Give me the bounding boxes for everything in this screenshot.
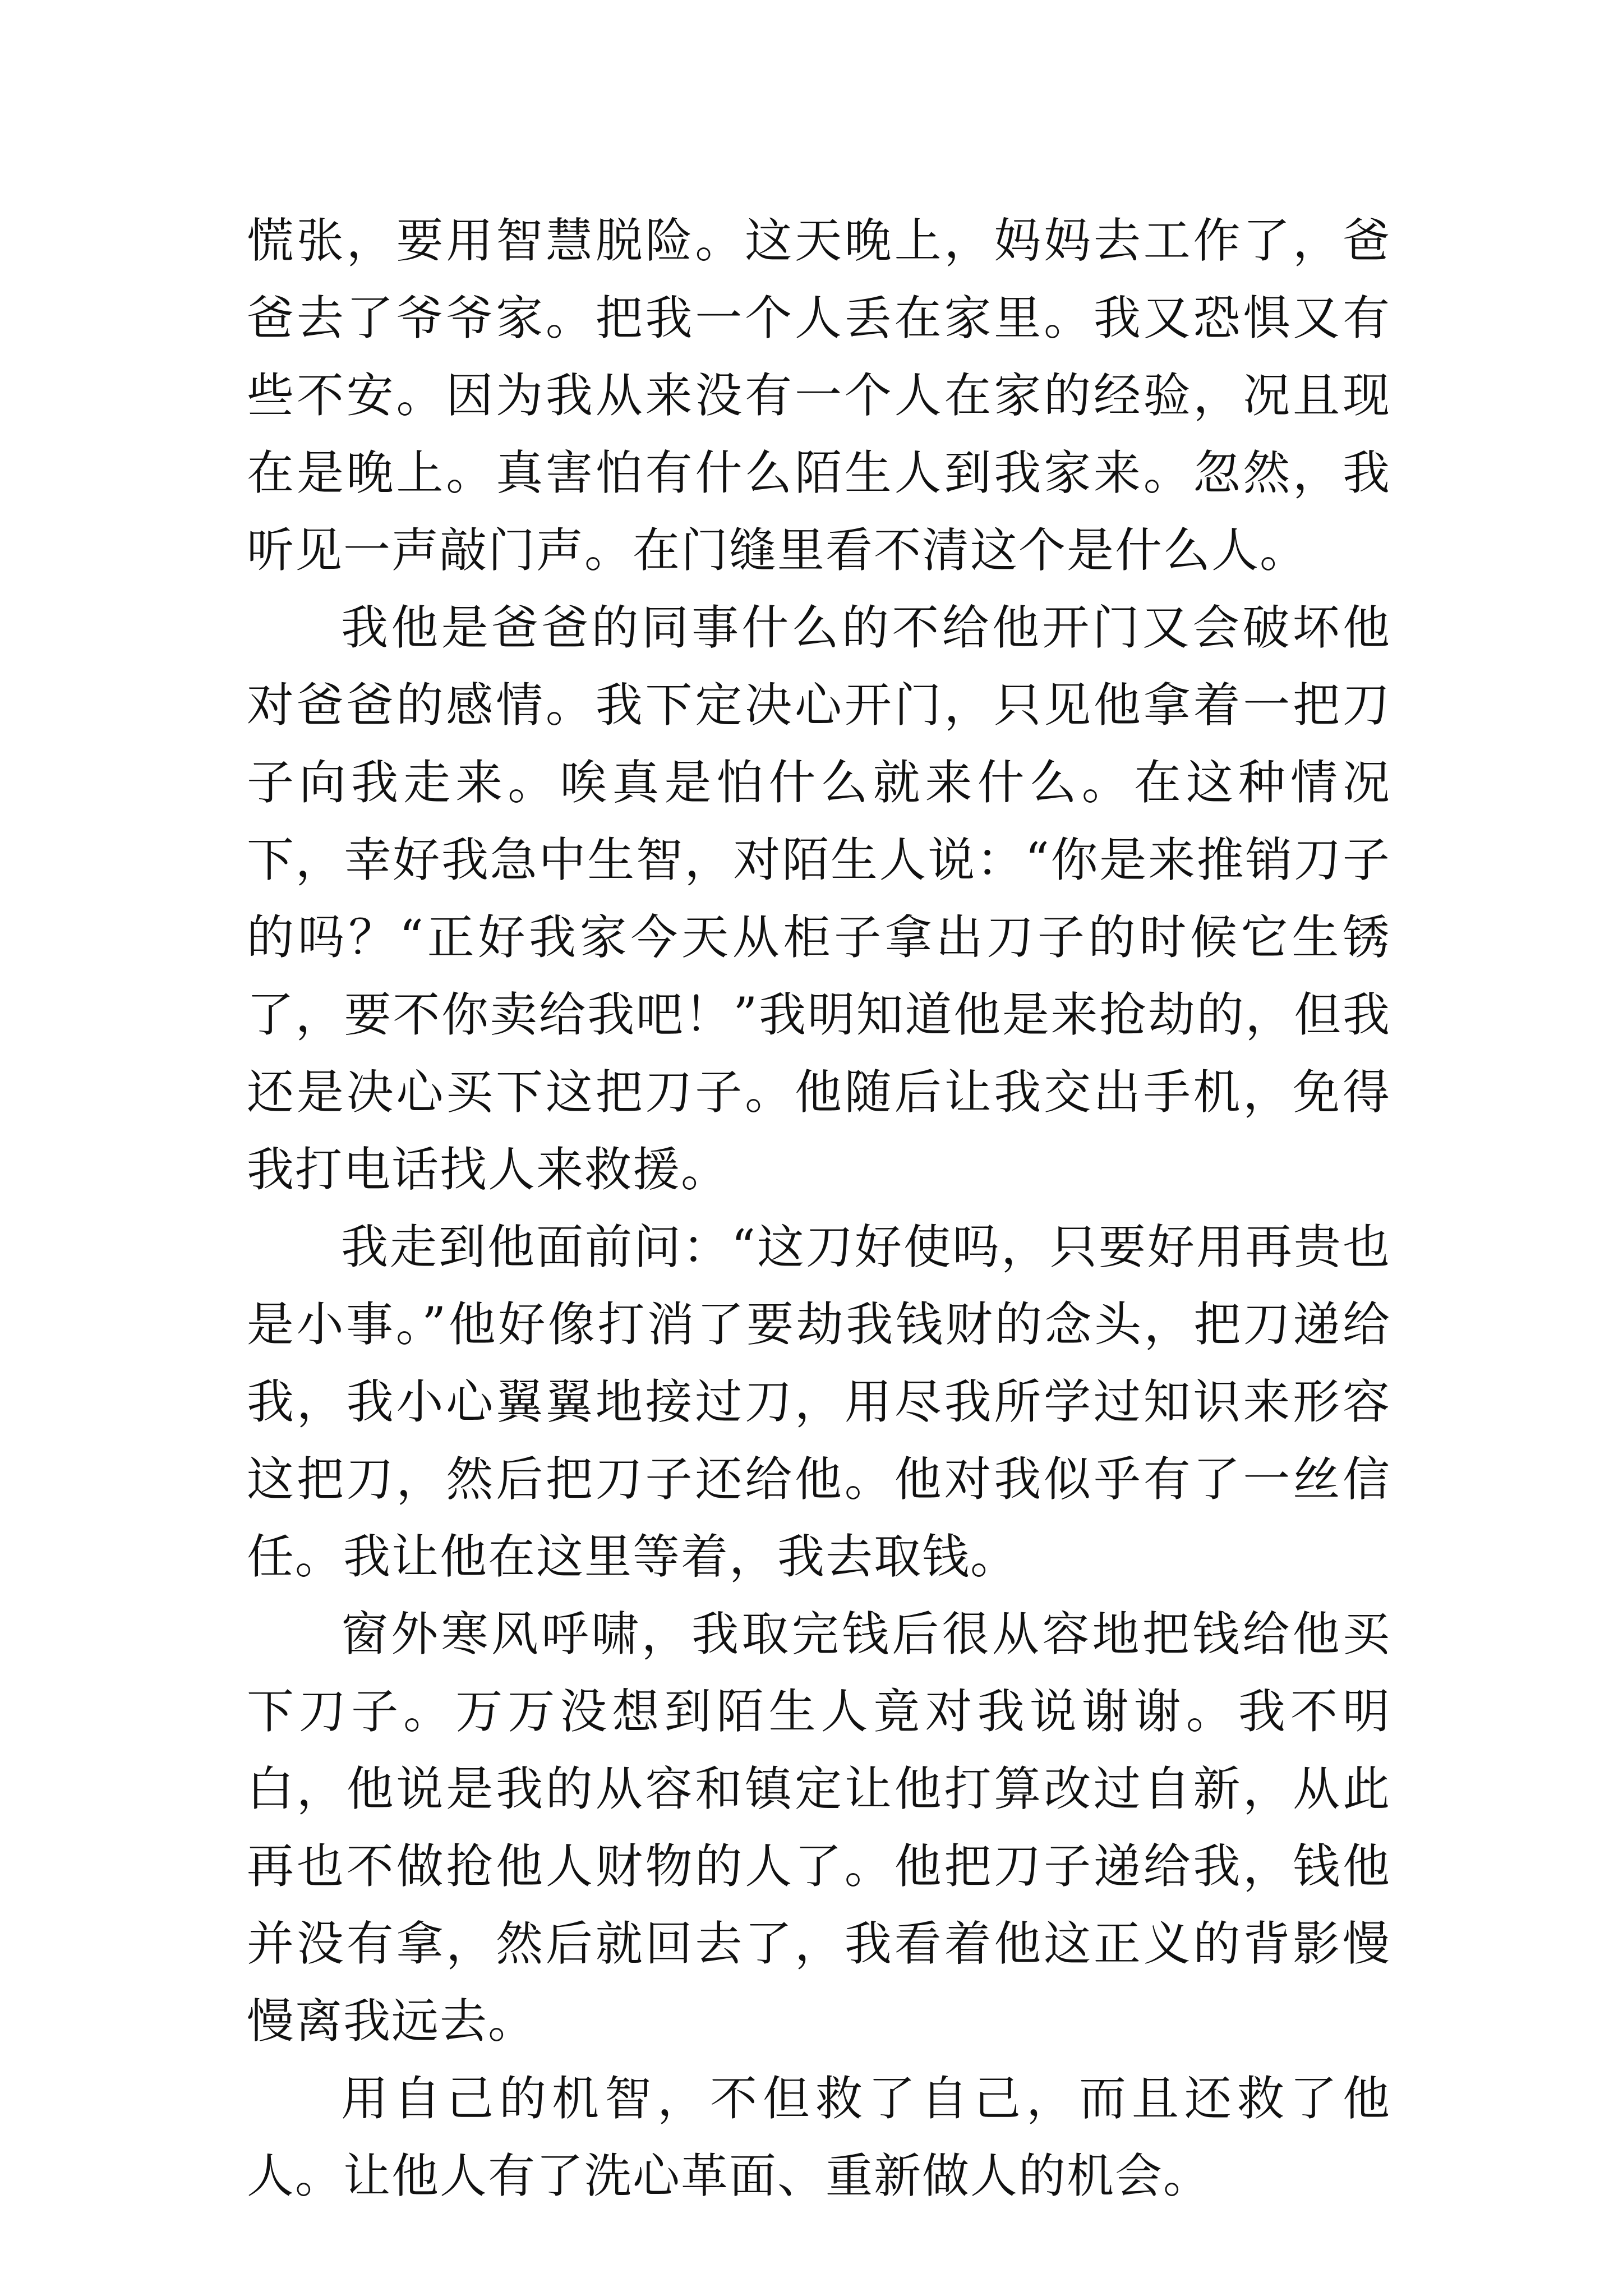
paragraph-1: 慌张，要用智慧脱险。这天晚上，妈妈去工作了，爸爸去了爷爷家。把我一个人丢在家里。我又恐惧又有些不安。因为我从来没有一个人在家的经验，况且现在是晚上。真害怕有什么陌生人到我家来。忽然，我听见一声敲门声。在门缝里看不清这个是什么人。 xyxy=(247,213,1391,578)
paragraph-3: 我走到他面前问：“这刀好使吗，只要好用再贵也是小事。”他好像打消了要劫我钱财的念头，把刀递给我，我小心翼翼地接过刀，用尽我所学过知识来形容这把刀，然后把刀子还给他。他对我似乎有了一丝信任。我让他在这里等着，我去取钱。 xyxy=(247,1220,1391,1584)
paragraph-2: 我他是爸爸的同事什么的不给他开门又会破坏他对爸爸的感情。我下定决心开门，只见他拿着一把刀子向我走来。唉真是怕什么就来什么。在这种情况下，幸好我急中生智，对陌生人说：“你是来推销刀子的吗？“正好我家今天从柜子拿出刀子的时候它生锈了，要不你卖给我吧！”我明知道他是来抢劫的，但我还是决心买下这把刀子。他随后让我交出手机，免得我打电话找人来救援。 xyxy=(247,600,1391,1197)
paragraph-4: 窗外寒风呼啸，我取完钱后很从容地把钱给他买下刀子。万万没想到陌生人竟对我说谢谢。我不明白，他说是我的从容和镇定让他打算改过自新，从此再也不做抢他人财物的人了。他把刀子递给我，钱他并没有拿，然后就回去了，我看着他这正义的背影慢慢离我远去。 xyxy=(247,1607,1391,2049)
document-body xyxy=(247,202,1391,2215)
paragraph-5: 用自己的机智，不但救了自己，而且还救了他人。让他人有了洗心革面、重新做人的机会。 xyxy=(247,2071,1391,2203)
